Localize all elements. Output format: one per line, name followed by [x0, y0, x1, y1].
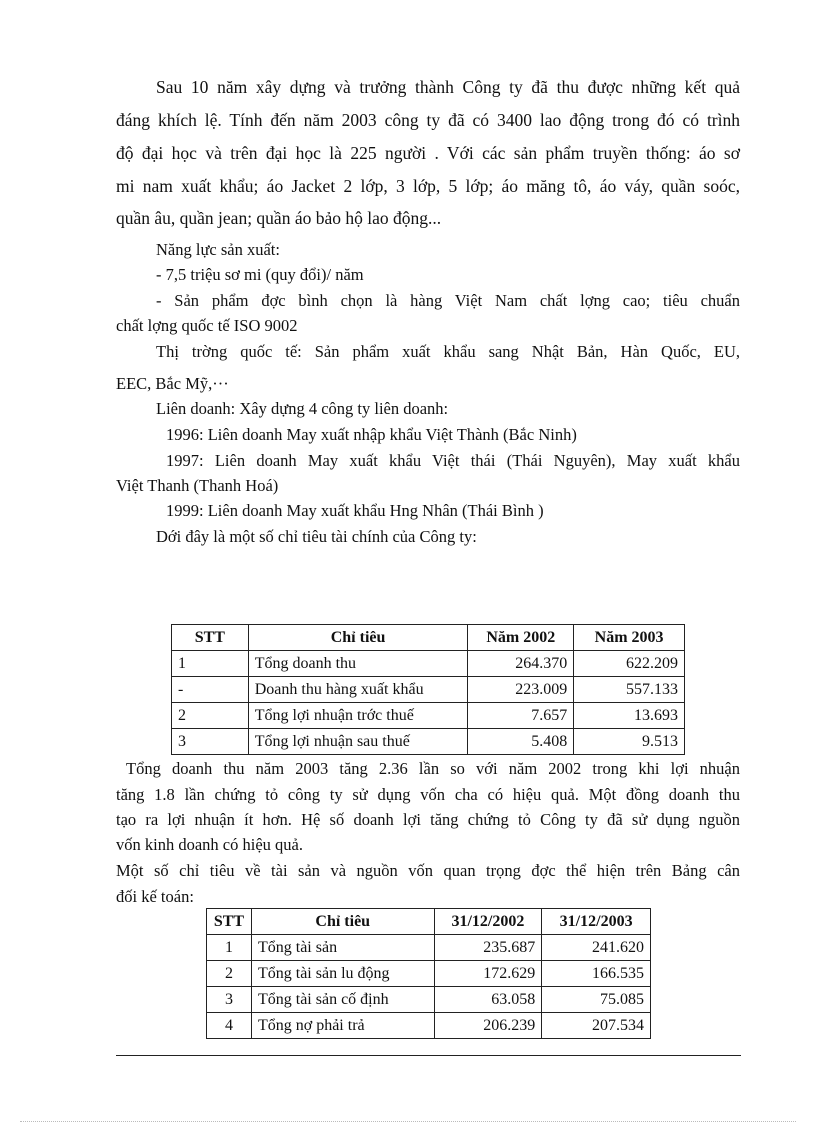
paragraph-line: quần âu, quần jean; quần áo bảo hộ lao động...: [116, 208, 442, 228]
page-bottom-dotted-edge: [20, 1121, 796, 1122]
table-header-row: [172, 625, 685, 651]
paragraph-line: Sau 10 năm xây dựng và trưởng thành Công ty đã thu được những kết quả: [156, 77, 740, 97]
capacity-heading: Năng lực sản xuất:: [156, 240, 280, 259]
market-line-cont: EEC, Bắc Mỹ,···: [116, 374, 229, 393]
table-cell: 206.239: [434, 1013, 542, 1039]
table-cell: -: [172, 677, 249, 703]
jv-item-1996: 1996: Liên doanh May xuất nhập khẩu Việt Thành (Bắc Ninh): [166, 425, 577, 444]
market-line: Thị trờng quốc tế: Sản phẩm xuất khẩu sang Nhật Bản, Hàn Quốc, EU,: [156, 342, 740, 361]
table-cell: 3: [207, 987, 252, 1013]
analysis-line: vốn kinh doanh có hiệu quả.: [116, 835, 303, 854]
table-row: [172, 703, 685, 729]
column-header: Năm 2003: [574, 625, 685, 651]
table-cell: Tổng lợi nhuận trớc thuế: [248, 703, 468, 729]
table-cell: 7.657: [468, 703, 574, 729]
table-cell: Tổng lợi nhuận sau thuế: [248, 729, 468, 755]
table-cell: 207.534: [542, 1013, 651, 1039]
table-cell: 622.209: [574, 651, 685, 677]
table-cell: 1: [172, 651, 249, 677]
column-header: Chỉ tiêu: [248, 625, 468, 651]
capacity-item: - 7,5 triệu sơ mi (quy đổi)/ năm: [156, 265, 364, 284]
table-cell: 2: [207, 961, 252, 987]
paragraph-line: độ đại học và trên đại học là 225 người . Với các sản phẩm truyền thống: áo sơ: [116, 143, 740, 163]
column-header: Năm 2002: [468, 625, 574, 651]
table-row: [207, 1013, 651, 1039]
column-header: Chỉ tiêu: [251, 909, 434, 935]
table-cell: 1: [207, 935, 252, 961]
table-cell: 166.535: [542, 961, 651, 987]
table-cell: 9.513: [574, 729, 685, 755]
table-cell: 63.058: [434, 987, 542, 1013]
jv-item-1999: 1999: Liên doanh May xuất khẩu Hng Nhân (Thái Bình ): [166, 501, 544, 520]
table-cell: 5.408: [468, 729, 574, 755]
table-cell: 172.629: [434, 961, 542, 987]
table-cell: 557.133: [574, 677, 685, 703]
table-cell: Tổng nợ phải trả: [251, 1013, 434, 1039]
table-row: [172, 677, 685, 703]
column-header: STT: [172, 625, 249, 651]
table-header-row: [207, 909, 651, 935]
table-cell: 3: [172, 729, 249, 755]
table-cell: 2: [172, 703, 249, 729]
table-cell: Doanh thu hàng xuất khẩu: [248, 677, 468, 703]
column-header: STT: [207, 909, 252, 935]
table-cell: 264.370: [468, 651, 574, 677]
jv-item-1997-cont: Việt Thanh (Thanh Hoá): [116, 476, 279, 495]
table-cell: 235.687: [434, 935, 542, 961]
footer-rule: [116, 1055, 741, 1056]
jv-heading: Liên doanh: Xây dựng 4 công ty liên doanh:: [156, 399, 449, 418]
analysis-line: tăng 1.8 lần chứng tỏ công ty sử dụng vốn cha có hiệu quả. Một đồng doanh thu: [116, 785, 740, 804]
table-cell: Tổng tài sản: [251, 935, 434, 961]
paragraph-line: mi nam xuất khẩu; áo Jacket 2 lớp, 3 lớp, 5 lớp; áo măng tô, áo váy, quần soóc,: [116, 176, 740, 196]
capacity-item-cont: chất lợng quốc tế ISO 9002: [116, 316, 298, 335]
table-cell: 223.009: [468, 677, 574, 703]
table-cell: Tổng doanh thu: [248, 651, 468, 677]
table-cell: 241.620: [542, 935, 651, 961]
table-row: [207, 935, 651, 961]
paragraph-line: đáng khích lệ. Tính đến năm 2003 công ty đã có 3400 lao động trong đó có trình: [116, 110, 740, 130]
table-cell: 4: [207, 1013, 252, 1039]
analysis-line: tạo ra lợi nhuận ít hơn. Hệ số doanh lợi tăng chứng tỏ Công ty đã sử dụng nguồn: [116, 810, 740, 829]
table-row: [207, 961, 651, 987]
table-cell: 75.085: [542, 987, 651, 1013]
table-row: [172, 651, 685, 677]
column-header: 31/12/2003: [542, 909, 651, 935]
table-cell: Tổng tài sản cố định: [251, 987, 434, 1013]
balance-sheet-table: [206, 908, 651, 1039]
assets-intro: Một số chỉ tiêu về tài sản và nguồn vốn quan trọng đợc thể hiện trên Bảng cân: [116, 861, 740, 880]
table-row: [207, 987, 651, 1013]
financial-intro: Dới đây là một số chỉ tiêu tài chính của Công ty:: [156, 527, 477, 546]
column-header: 31/12/2002: [434, 909, 542, 935]
table-cell: Tổng tài sản lu động: [251, 961, 434, 987]
table-row: [172, 729, 685, 755]
analysis-line: Tổng doanh thu năm 2003 tăng 2.36 lần so với năm 2002 trong khi lợi nhuận: [126, 759, 740, 778]
financial-indicators-table: [171, 624, 685, 755]
assets-intro-cont: đối kế toán:: [116, 887, 194, 906]
capacity-item: - Sản phẩm đợc bình chọn là hàng Việt Nam chất lợng cao; tiêu chuẩn: [156, 291, 740, 310]
jv-item-1997: 1997: Liên doanh May xuất khẩu Việt thái (Thái Nguyên), May xuất khẩu: [166, 451, 740, 470]
table-cell: 13.693: [574, 703, 685, 729]
